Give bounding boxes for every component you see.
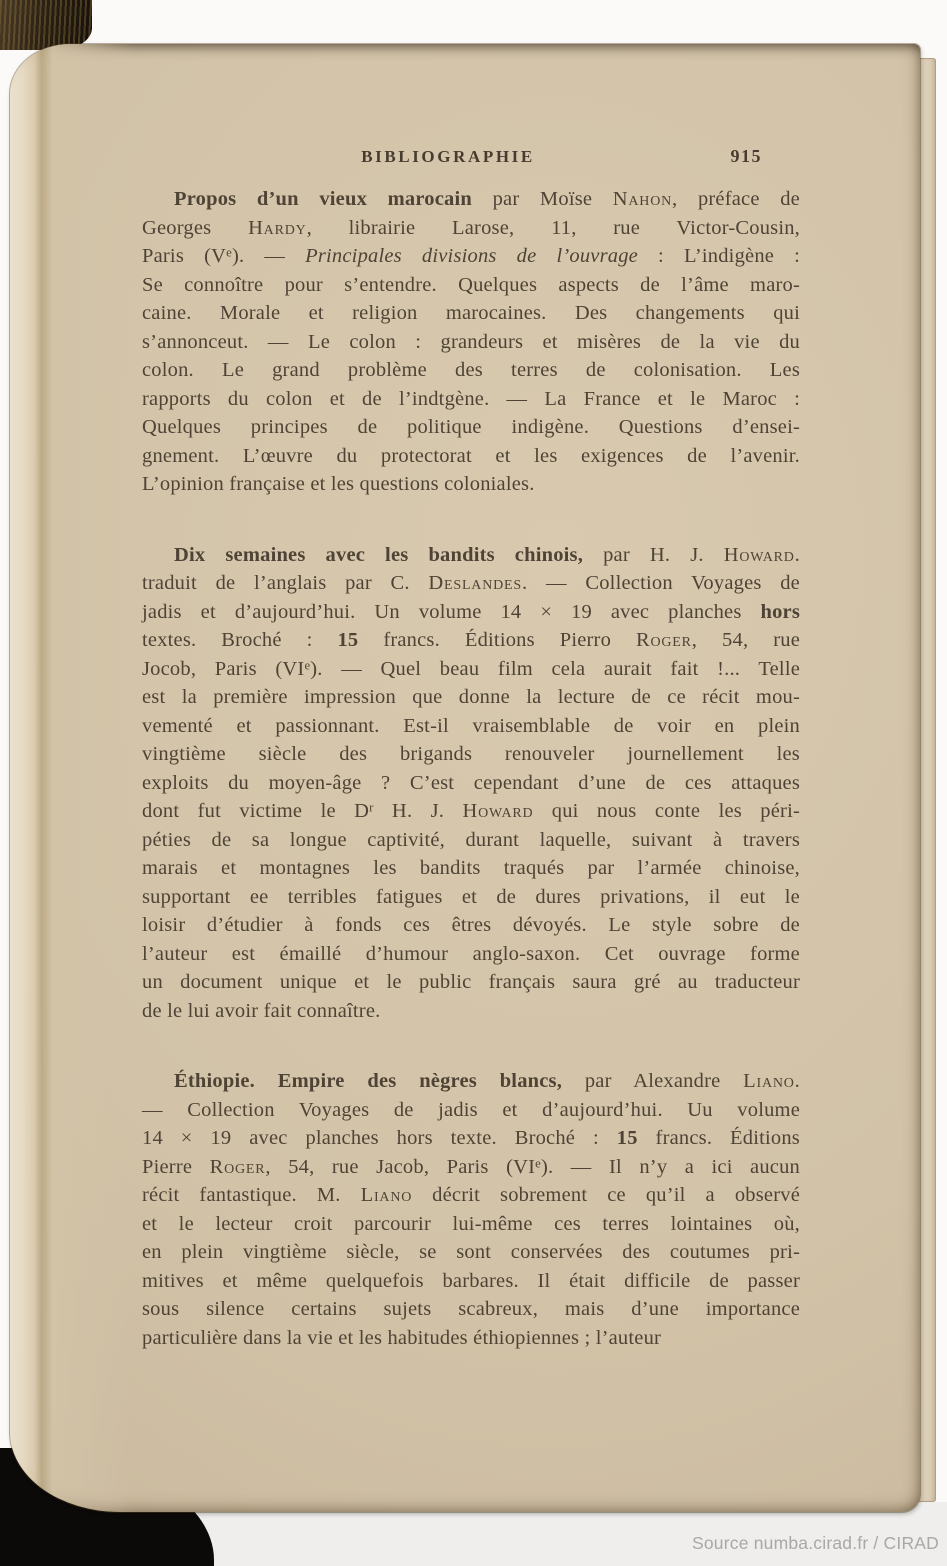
paragraph xyxy=(142,185,800,499)
text-line: jadis et d’aujourd’hui. Un volume 14 × 19 avec planches hors xyxy=(142,600,800,623)
text-line: Paris (Ve). — Principales divisions de l’ouvrage : L’indigène : xyxy=(142,245,801,267)
text-line: vementé et passionnant. Est-il vraisemblable de voir en plein xyxy=(142,714,800,737)
text-line: gnement. L’œuvre du protectorat et les exigences de l’avenir. xyxy=(142,444,800,467)
text-line: exploits du moyen-âge ? C’est cependant d’une de ces attaques xyxy=(142,771,800,794)
page-binding-curve xyxy=(10,44,132,1512)
text-line: s’annonceut. — Le colon : grandeurs et misères de la vie du xyxy=(142,330,800,353)
text-line: dont fut victime le $D^r$ H. J. Howard qui nous conte les péri- xyxy=(142,800,800,822)
running-head xyxy=(142,142,800,166)
page-number: 915 xyxy=(730,146,762,166)
text-line: supportant ee terribles fatigues et de dures privations, il eut le xyxy=(142,885,800,908)
text-line: de le lui avoir fait connaître. xyxy=(142,999,381,1022)
text-line: traduit de l’anglais par C. Deslandes. — Collection Voyages de xyxy=(142,572,800,594)
text-line: caine. Morale et religion marocaines. Des changements qui xyxy=(142,302,800,324)
text-line: récit fantastique. M. Liano décrit sobrement ce qu’il a observé xyxy=(142,1184,800,1206)
source-attribution: Source numba.cirad.fr / CIRAD xyxy=(692,1533,939,1553)
text-line: Georges Hardy, librairie Larose, 11, rue Victor-Cousin, xyxy=(142,216,800,239)
text-line: L’opinion française et les questions coloniales. xyxy=(142,473,535,495)
page-title: BIBLIOGRAPHIE xyxy=(361,147,535,166)
paragraph xyxy=(142,1067,800,1352)
text-line: péties de sa longue captivité, durant laquelle, suivant à travers xyxy=(142,828,800,851)
text-line: Dix semaines avec les bandits chinois, par H. J. Howard. xyxy=(174,543,800,566)
text-line: et le lecteur croit parcourir lui-même ces terres lointaines où, xyxy=(142,1212,800,1235)
text-line: loisir d’étudier à fonds ces êtres dévoyés. Le style sobre de xyxy=(142,914,800,936)
text-line: en plein vingtième siècle, se sont conservées des coutumes pri- xyxy=(142,1241,800,1263)
text-line: est la première impression que donne la lecture de ce récit mou- xyxy=(142,686,800,708)
text-line: Éthiopie. Empire des nègres blancs, par Alexandre Liano. xyxy=(174,1070,800,1092)
text-line: vingtième siècle des brigands renouveler journellement les xyxy=(142,743,800,765)
text-line: l’auteur est émaillé d’humour anglo-saxon. Cet ouvrage forme xyxy=(142,942,800,965)
text-line: particulière dans la vie et les habitudes éthiopiennes ; l’auteur xyxy=(142,1326,662,1349)
text-line: 14 × 19 avec planches hors texte. Broché : 15 francs. Éditions xyxy=(142,1127,800,1149)
text-line: — Collection Voyages de jadis et d’aujourd’hui. Uu volume xyxy=(142,1098,800,1121)
text-line: textes. Broché : 15 francs. Éditions Pierro Roger, 54, rue xyxy=(142,629,800,651)
text-line: un document unique et le public français saura gré au traducteur xyxy=(142,971,800,993)
book-page xyxy=(10,44,920,1512)
text-line: colon. Le grand problème des terres de colonisation. Les xyxy=(142,359,800,381)
paragraph xyxy=(142,541,800,1026)
text-line: Quelques principes de politique indigène. Questions d’ensei- xyxy=(142,416,800,438)
text-line: mitives et même quelquefois barbares. Il était difficile de passer xyxy=(142,1269,800,1292)
text-block xyxy=(142,142,800,1352)
text-line: rapports du colon et de l’indtgène. — La France et le Maroc : xyxy=(142,387,800,410)
text-line: Propos d’un vieux marocain par Moïse Nahon, préface de xyxy=(174,188,800,210)
book-spine-headband xyxy=(0,0,92,50)
text-line: Jocob, Paris (VIe). — Quel beau film cela aurait fait !... Telle xyxy=(142,657,801,680)
text-line: Pierre Roger, 54, rue Jacob, Paris (VIe). — Il n’y a ici aucun xyxy=(142,1155,801,1178)
text-line: sous silence certains sujets scabreux, mais d’une importance xyxy=(142,1298,800,1320)
text-line: marais et montagnes les bandits traqués par l’armée chinoise, xyxy=(142,857,800,879)
paragraphs xyxy=(142,185,800,1352)
text-line: Se connoître pour s’entendre. Quelques aspects de l’âme maro- xyxy=(142,273,800,296)
